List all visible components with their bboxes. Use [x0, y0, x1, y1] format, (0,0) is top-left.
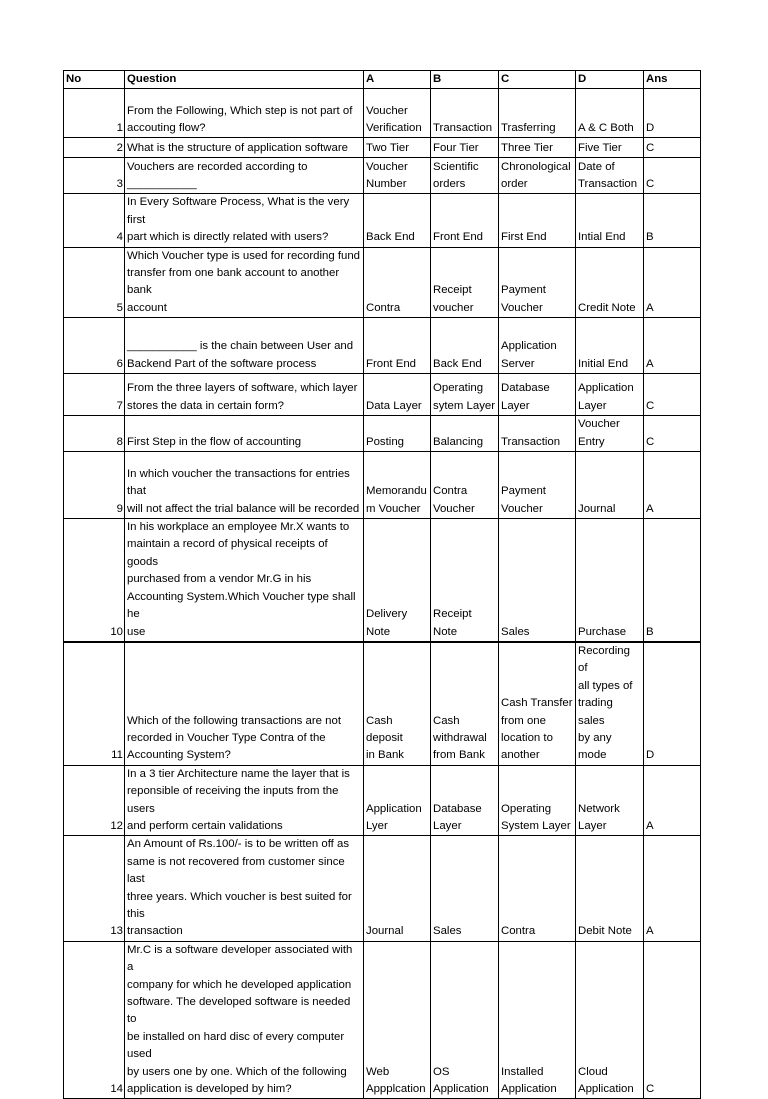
table-row — [64, 519, 701, 642]
table-row — [64, 452, 701, 519]
option-d: Credit Note — [576, 247, 644, 318]
answer: C — [644, 374, 701, 416]
answer: C — [644, 158, 701, 194]
answer: D — [644, 642, 701, 765]
option-c: Transaction — [499, 416, 576, 452]
option-d: Application Layer — [576, 374, 644, 416]
option-b: Contra Voucher — [431, 452, 499, 519]
question-number: 9 — [64, 452, 125, 519]
answer: B — [644, 519, 701, 642]
table-row — [64, 416, 701, 452]
option-a: Two Tier — [364, 138, 431, 158]
header-question: Question — [125, 71, 364, 89]
option-c: Application Server — [499, 318, 576, 374]
table-row — [64, 138, 701, 158]
header-c: C — [499, 71, 576, 89]
option-a: Data Layer — [364, 374, 431, 416]
question-number: 3 — [64, 158, 125, 194]
option-c: Cash Transfer from one location to another — [499, 642, 576, 765]
question-number: 14 — [64, 941, 125, 1099]
question-text: In his workplace an employee Mr.X wants to maintain a record of physical receipts of goods purchased from a vendor Mr.G in his Accounting System.Which Voucher type shall he use — [125, 519, 364, 642]
option-b: OS Application — [431, 941, 499, 1099]
option-c: Payment Voucher — [499, 247, 576, 318]
answer: B — [644, 194, 701, 247]
header-no: No — [64, 71, 125, 89]
answer: A — [644, 318, 701, 374]
option-c: Payment Voucher — [499, 452, 576, 519]
question-text: Which of the following transactions are not recorded in Voucher Type Contra of the Accounting System? — [125, 642, 364, 765]
question-text: Vouchers are recorded according to ___________ — [125, 158, 364, 194]
table-row — [64, 836, 701, 941]
option-d: Network Layer — [576, 765, 644, 836]
answer: D — [644, 89, 701, 138]
option-c: Three Tier — [499, 138, 576, 158]
option-a: Voucher Number — [364, 158, 431, 194]
option-a: Memorandu m Voucher — [364, 452, 431, 519]
option-d: Voucher Entry — [576, 416, 644, 452]
option-b: Sales — [431, 836, 499, 941]
question-text: What is the structure of application software — [125, 138, 364, 158]
option-a: Application Lyer — [364, 765, 431, 836]
quiz-table — [63, 70, 701, 1099]
option-a: Front End — [364, 318, 431, 374]
question-number: 6 — [64, 318, 125, 374]
option-a: Posting — [364, 416, 431, 452]
option-b: Four Tier — [431, 138, 499, 158]
answer: C — [644, 416, 701, 452]
question-text: From the Following, Which step is not part of accouting flow? — [125, 89, 364, 138]
question-text: From the three layers of software, which layer stores the data in certain form? — [125, 374, 364, 416]
header-row — [64, 71, 701, 89]
question-number: 1 — [64, 89, 125, 138]
answer: A — [644, 452, 701, 519]
option-c: Operating System Layer — [499, 765, 576, 836]
option-d: Intial End — [576, 194, 644, 247]
question-number: 12 — [64, 765, 125, 836]
question-number: 4 — [64, 194, 125, 247]
option-a: Web Appplcation — [364, 941, 431, 1099]
option-a: Delivery Note — [364, 519, 431, 642]
option-b: Receipt Note — [431, 519, 499, 642]
option-d: Date of Transaction — [576, 158, 644, 194]
option-b: Receipt voucher — [431, 247, 499, 318]
option-b: Back End — [431, 318, 499, 374]
answer: C — [644, 941, 701, 1099]
option-b: Operating sytem Layer — [431, 374, 499, 416]
option-d: Purchase — [576, 519, 644, 642]
option-b: Front End — [431, 194, 499, 247]
option-c: Installed Application — [499, 941, 576, 1099]
table-row — [64, 89, 701, 138]
table-row — [64, 158, 701, 194]
option-d: Five Tier — [576, 138, 644, 158]
option-a: Contra — [364, 247, 431, 318]
option-d: Cloud Application — [576, 941, 644, 1099]
question-number: 11 — [64, 642, 125, 765]
option-b: Scientific orders — [431, 158, 499, 194]
table-row — [64, 941, 701, 1099]
option-d: Journal — [576, 452, 644, 519]
question-number: 7 — [64, 374, 125, 416]
answer: A — [644, 765, 701, 836]
answer: C — [644, 138, 701, 158]
question-number: 8 — [64, 416, 125, 452]
option-c: Chronological order — [499, 158, 576, 194]
option-a: Voucher Verification — [364, 89, 431, 138]
header-b: B — [431, 71, 499, 89]
option-b: Database Layer — [431, 765, 499, 836]
question-text: Mr.C is a software developer associated with a company for which he developed application software. The developed software is needed to be installed on hard disc of every computer used by users one by one. Which of the following application is developed by him? — [125, 941, 364, 1099]
table-row — [64, 194, 701, 247]
question-text: In Every Software Process, What is the very first part which is directly related with users? — [125, 194, 364, 247]
question-number: 10 — [64, 519, 125, 642]
option-b: Balancing — [431, 416, 499, 452]
option-d: Recording of all types of trading sales by any mode — [576, 642, 644, 765]
option-d: Initial End — [576, 318, 644, 374]
header-ans: Ans — [644, 71, 701, 89]
question-text: In a 3 tier Architecture name the layer that is reponsible of receiving the inputs from the users and perform certain validations — [125, 765, 364, 836]
question-text: ___________ is the chain between User and Backend Part of the software process — [125, 318, 364, 374]
table-row — [64, 642, 701, 765]
table-row — [64, 374, 701, 416]
option-b: Transaction — [431, 89, 499, 138]
option-c: First End — [499, 194, 576, 247]
option-c: Sales — [499, 519, 576, 642]
table-row — [64, 247, 701, 318]
table-row — [64, 318, 701, 374]
question-text: In which voucher the transactions for entries that will not affect the trial balance will be recorded — [125, 452, 364, 519]
option-c: Trasferring — [499, 89, 576, 138]
option-c: Contra — [499, 836, 576, 941]
option-b: Cash withdrawal from Bank — [431, 642, 499, 765]
option-c: Database Layer — [499, 374, 576, 416]
question-text: Which Voucher type is used for recording fund transfer from one bank account to another bank account — [125, 247, 364, 318]
answer: A — [644, 836, 701, 941]
option-a: Journal — [364, 836, 431, 941]
question-number: 13 — [64, 836, 125, 941]
option-d: A & C Both — [576, 89, 644, 138]
option-a: Cash deposit in Bank — [364, 642, 431, 765]
answer: A — [644, 247, 701, 318]
header-a: A — [364, 71, 431, 89]
question-text: First Step in the flow of accounting — [125, 416, 364, 452]
option-d: Debit Note — [576, 836, 644, 941]
question-number: 2 — [64, 138, 125, 158]
table-row — [64, 765, 701, 836]
header-d: D — [576, 71, 644, 89]
question-number: 5 — [64, 247, 125, 318]
option-a: Back End — [364, 194, 431, 247]
question-text: An Amount of Rs.100/- is to be written off as same is not recovered from customer since last three years. Which voucher is best suited for this transaction — [125, 836, 364, 941]
